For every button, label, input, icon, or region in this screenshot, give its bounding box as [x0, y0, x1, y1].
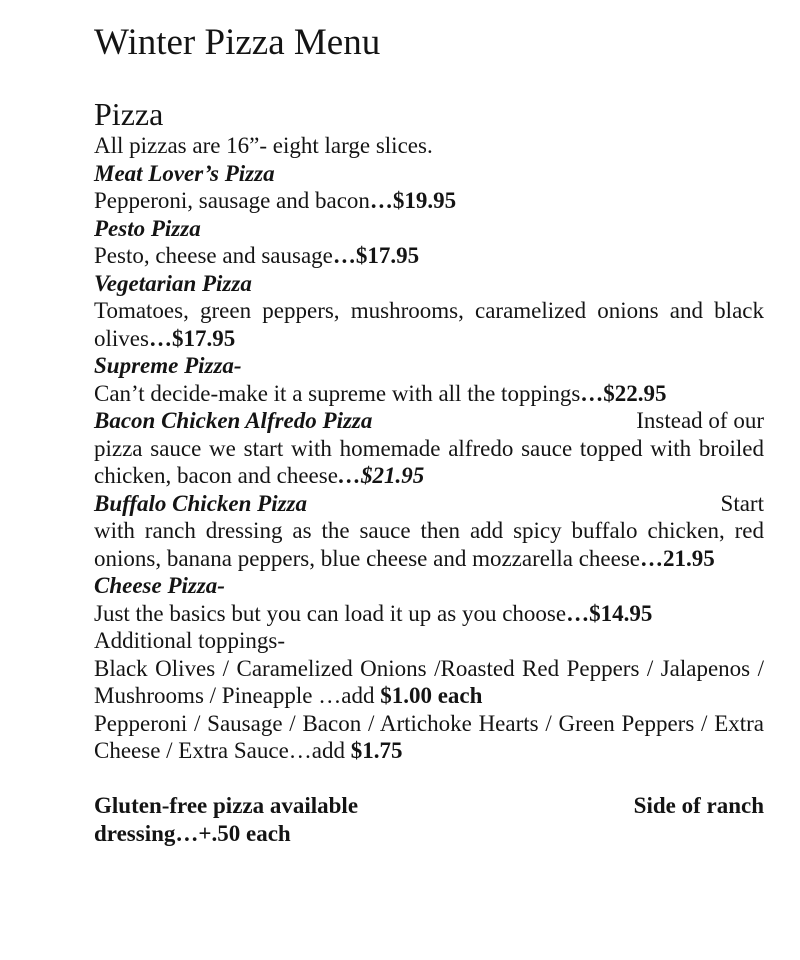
item-desc-alfredo-line1: pizza sauce we start with homemade alfredo sauce topped with broiled [94, 435, 764, 461]
item-desc-text: Can’t decide-make it a supreme with all the toppings [94, 380, 581, 406]
item-name-buffalo: Buffalo Chicken Pizza [94, 490, 307, 516]
item-name-cheese: Cheese Pizza- [94, 573, 225, 598]
ranch-note-start: Side of ranch [633, 793, 764, 818]
item-name-supreme: Supreme Pizza- [94, 353, 242, 378]
item-desc-buffalo-line1: with ranch dressing as the sauce then add spicy buffalo chicken, red [94, 518, 764, 543]
page-title: Winter Pizza Menu [94, 22, 381, 63]
item-price: …$22.95 [580, 380, 667, 406]
item-desc-text: Pesto, cheese and sausage [94, 243, 333, 268]
item-desc-lead: Start [720, 490, 764, 516]
toppings-price: $1.00 each [380, 683, 483, 708]
item-desc-lead: Instead of our [636, 408, 764, 433]
footer-line2: dressing…+.50 each [94, 820, 291, 846]
item-desc-text: Pepperoni, sausage and bacon [94, 188, 370, 213]
item-desc-text: chicken, bacon and cheese [94, 463, 338, 488]
item-price: …21.95 [640, 545, 715, 571]
item-desc-cheese [94, 600, 764, 628]
item-name-alfredo: Bacon Chicken Alfredo Pizza [94, 408, 373, 433]
item-price: …$19.95 [369, 188, 457, 213]
item-price: …$17.95 [332, 243, 420, 268]
gluten-free-note: Gluten-free pizza available [94, 793, 359, 818]
item-desc-alfredo-line2 [94, 462, 764, 490]
item-name-meat-lovers: Meat Lover’s Pizza [94, 160, 275, 186]
item-price: …$17.95 [148, 325, 236, 351]
item-desc-vegetarian-line2 [94, 325, 764, 353]
item-desc-supreme [94, 380, 764, 408]
item-name-line-alfredo [94, 407, 764, 435]
section-heading-pizza: Pizza [94, 96, 164, 132]
blank-line [94, 765, 764, 793]
toppings-text: Mushrooms / Pineapple …add [94, 683, 381, 708]
toppings-group1-line2 [94, 682, 764, 710]
footer-line1 [94, 792, 764, 820]
toppings-group1-line1: Black Olives / Caramelized Onions /Roasted Red Peppers / Jalapenos / [94, 655, 764, 681]
item-desc-pesto [94, 242, 764, 270]
item-desc-vegetarian-line1: Tomatoes, green peppers, mushrooms, caramelized onions and black [94, 298, 764, 323]
item-desc-text: onions, banana peppers, blue cheese and mozzarella cheese [94, 545, 640, 571]
item-desc-buffalo-line2 [94, 545, 764, 573]
item-desc-text: olives [94, 325, 149, 351]
item-name-line-buffalo [94, 490, 764, 518]
toppings-heading: Additional toppings- [94, 628, 286, 653]
toppings-group2-line2 [94, 737, 764, 765]
toppings-group2-line1: Pepperoni / Sausage / Bacon / Artichoke Hearts / Green Peppers / Extra [94, 710, 764, 736]
item-desc-meat-lovers [94, 187, 764, 215]
item-name-pesto: Pesto Pizza [94, 215, 201, 241]
item-desc-text: Just the basics but you can load it up as you choose [94, 600, 567, 626]
item-price: …$14.95 [566, 600, 653, 626]
item-name-vegetarian: Vegetarian Pizza [94, 270, 252, 296]
toppings-text: Cheese / Extra Sauce…add [94, 738, 351, 763]
menu-intro: All pizzas are 16”- eight large slices. [94, 133, 433, 158]
item-price: …$21.95 [337, 463, 425, 488]
toppings-price: $1.75 [350, 738, 403, 763]
menu-content [94, 0, 764, 847]
